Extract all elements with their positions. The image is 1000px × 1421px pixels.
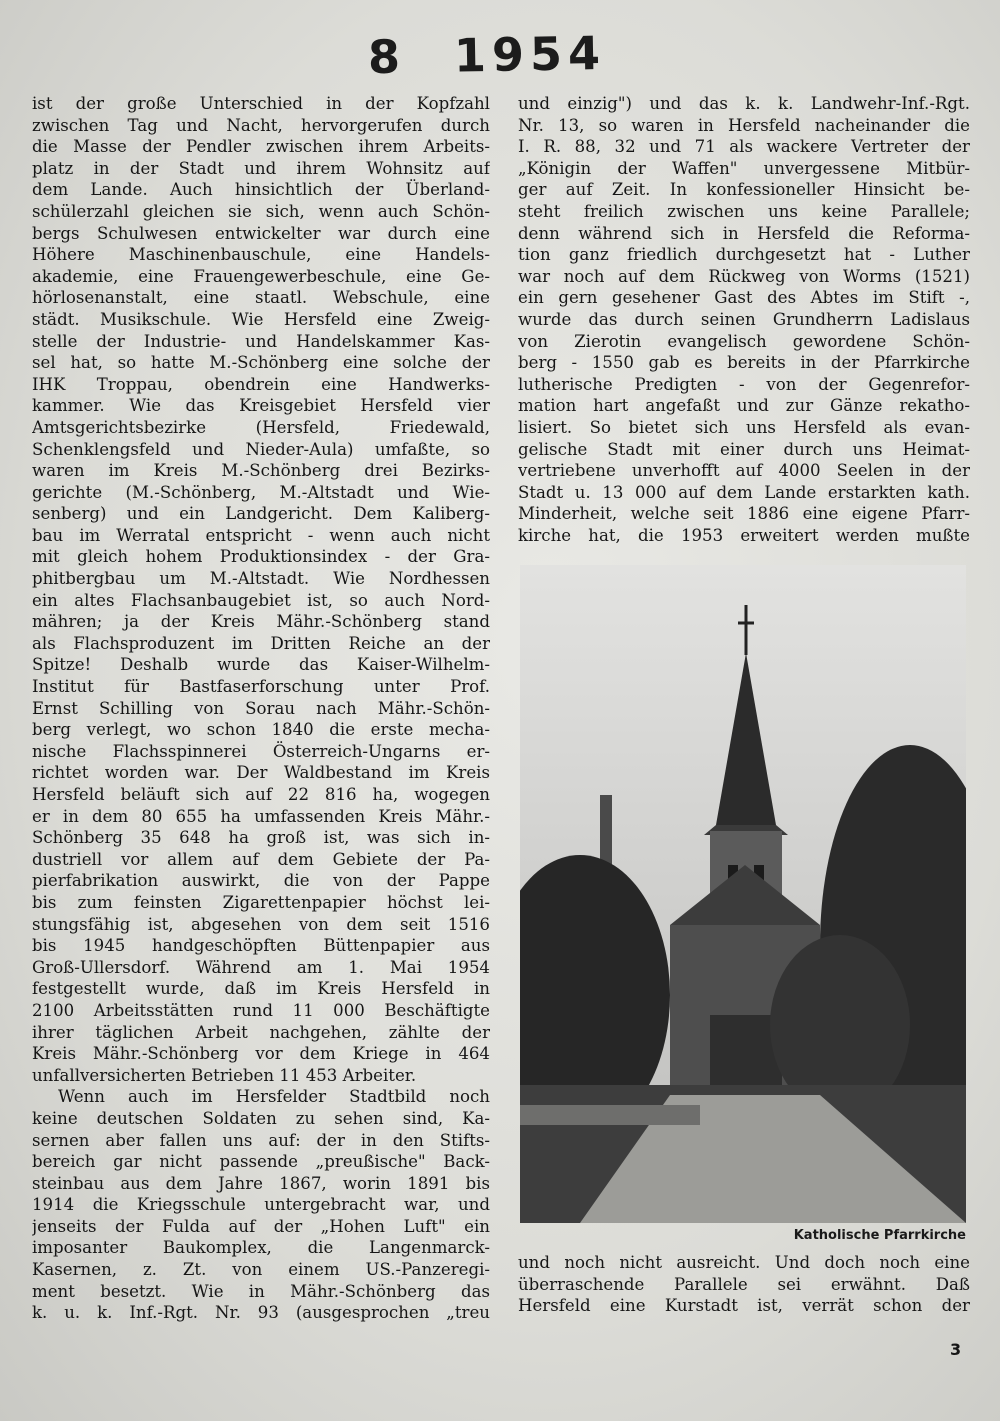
text-line: akademie, eine Frauengewerbeschule, eine Ge-: [32, 266, 490, 286]
text-line: stelle der Industrie- und Handelskammer Kas-: [32, 331, 490, 351]
text-line: Schönberg 35 648 ha groß ist, was sich in-: [32, 828, 490, 848]
text-line: und noch nicht ausreicht. Und doch noch eine: [518, 1253, 970, 1272]
text-line: gerichte (M.-Schönberg, M.-Altstadt und Wie-: [32, 482, 490, 502]
text-line: gelische Stadt mit einer durch uns Heimat-: [518, 439, 970, 459]
text-line: Wenn auch im Hersfelder Stadtbild noch: [58, 1087, 490, 1107]
left-column: [32, 93, 490, 1324]
text-line: Amtsgerichtsbezirke (Hersfeld, Friedewald,: [32, 417, 490, 437]
text-line: ment besetzt. Wie in Mähr.-Schönberg das: [32, 1281, 490, 1301]
text-line: Nr. 13, so waren in Hersfeld nacheinander die: [518, 115, 970, 135]
text-line: bereich gar nicht passende „preußische" Back-: [32, 1152, 490, 1172]
issue-number: 8: [367, 29, 407, 85]
text-line: von Zierotin evangelisch gewordene Schön-: [518, 331, 970, 351]
text-line: bergs Schulwesen entwickelter war durch eine: [32, 223, 490, 243]
text-line: phitbergbau um M.-Altstadt. Wie Nordhessen: [32, 569, 490, 589]
text-line: mation hart angefaßt und zur Gänze rekatho-: [518, 396, 970, 416]
text-line: dustriell vor allem auf dem Gebiete der Pa-: [32, 849, 490, 869]
text-line: kammer. Wie das Kreisgebiet Hersfeld vier: [32, 396, 490, 416]
text-line: Hersfeld beläuft sich auf 22 816 ha, wogegen: [32, 785, 490, 804]
text-line: steht freilich zwischen uns keine Parallele;: [518, 201, 970, 221]
text-line: bau im Werratal entspricht - wenn auch nicht: [32, 525, 490, 545]
text-line: Groß-Ullersdorf. Während am 1. Mai 1954: [32, 957, 490, 977]
text-line: bis 1945 handgeschöpften Büttenpapier aus: [32, 936, 490, 956]
text-line: richtet worden war. Der Waldbestand im Kreis: [32, 763, 490, 783]
issue-year: 1954: [453, 25, 607, 83]
text-line: mit gleich hohem Produktionsindex - der Gra-: [32, 547, 490, 567]
text-line: dem Lande. Auch hinsichtlich der Überland-: [32, 180, 490, 200]
text-line: keine deutschen Soldaten zu sehen sind, Ka-: [32, 1108, 490, 1128]
text-line: pierfabrikation auswirkt, die von der Pappe: [32, 871, 490, 891]
text-line: Ernst Schilling von Sorau nach Mähr.-Schön-: [32, 698, 490, 718]
text-line: waren im Kreis M.-Schönberg drei Bezirks-: [32, 461, 490, 481]
text-line: zwischen Tag und Nacht, hervorgerufen durch: [32, 115, 490, 135]
text-line: städt. Musikschule. Wie Hersfeld eine Zweig-: [32, 309, 490, 329]
text-line: IHK Troppau, obendrein eine Handwerks-: [32, 374, 490, 394]
text-line: Minderheit, welche seit 1886 eine eigene Pfarr-: [518, 504, 970, 524]
text-line: bis zum feinsten Zigarettenpapier höchst lei-: [32, 892, 490, 912]
text-line: Institut für Bastfaserforschung unter Prof.: [32, 677, 490, 697]
text-line: die Masse der Pendler zwischen ihrem Arbeits-: [32, 137, 490, 157]
text-line: denn während sich in Hersfeld die Reforma-: [518, 223, 970, 243]
text-line: I. R. 88, 32 und 71 als wackere Vertreter der: [518, 137, 970, 157]
text-line: ihrer täglichen Arbeit nachgehen, zählte der: [32, 1022, 490, 1042]
text-line: Höhere Maschinenbauschule, eine Handels-: [32, 245, 490, 265]
text-line: Stadt u. 13 000 auf dem Lande erstarkten kath.: [518, 482, 970, 502]
text-line: Schenklengsfeld und Nieder-Aula) umfaßte, so: [32, 439, 490, 459]
text-line: als Flachsproduzent im Dritten Reiche an der: [32, 633, 490, 653]
church-photo: [520, 565, 966, 1223]
text-line: platz in der Stadt und ihrem Wohnsitz auf: [32, 158, 490, 178]
right-column-bottom: [518, 1252, 970, 1317]
text-line: überraschende Parallele sei erwähnt. Daß: [518, 1274, 970, 1294]
text-line: „Königin der Waffen" unvergessene Mitbür-: [518, 158, 970, 178]
text-line: Spitze! Deshalb wurde das Kaiser-Wilhelm-: [32, 655, 490, 675]
text-line: jenseits der Fulda auf der „Hohen Luft" ein: [32, 1216, 490, 1236]
text-line: Hersfeld eine Kurstadt ist, verrät schon der: [518, 1296, 970, 1316]
text-line: senberg) und ein Landgericht. Dem Kaliberg-: [32, 504, 490, 524]
text-line: berg - 1550 gab es bereits in der Pfarrkirche: [518, 353, 970, 373]
text-line: ist der große Unterschied in der Kopfzahl: [32, 94, 490, 113]
text-line: und einzig") und das k. k. Landwehr-Inf.-Rgt.: [518, 94, 970, 113]
text-line: sernen aber fallen uns auf: der in den Stifts-: [32, 1130, 490, 1150]
text-line: er in dem 80 655 ha umfassenden Kreis Mähr.-: [32, 806, 490, 826]
text-line: stungsfähig ist, abgesehen von dem seit 1516: [32, 914, 490, 934]
text-line: hörlosenanstalt, eine staatl. Webschule, eine: [32, 288, 490, 308]
page-number: 3: [950, 1340, 962, 1359]
text-line: 2100 Arbeitsstätten rund 11 000 Beschäftigte: [32, 1000, 490, 1020]
text-line: mähren; ja der Kreis Mähr.-Schönberg stand: [32, 612, 490, 632]
photo-caption: Katholische Pfarrkirche: [793, 1228, 966, 1243]
text-line: Kreis Mähr.-Schönberg vor dem Kriege in 464: [32, 1044, 490, 1064]
text-line: vertriebene unverhofft auf 4000 Seelen in der: [518, 461, 970, 481]
text-line: lisiert. So bietet sich uns Hersfeld als evan-: [518, 417, 970, 437]
text-line: wurde das durch seinen Grundherrn Ladislaus: [518, 309, 970, 329]
text-line: unfallversicherten Betrieben 11 453 Arbeiter.: [32, 1065, 417, 1085]
text-line: ger auf Zeit. In konfessioneller Hinsicht be-: [518, 180, 970, 200]
text-line: festgestellt wurde, daß im Kreis Hersfeld in: [32, 979, 490, 999]
text-line: ein gern gesehener Gast des Abtes im Stift -,: [518, 288, 970, 308]
text-line: ein altes Flachsanbaugebiet ist, so auch Nord-: [32, 590, 490, 610]
text-line: war noch auf dem Rückweg von Worms (1521): [518, 266, 970, 286]
right-column-top: [518, 93, 970, 546]
text-line: berg verlegt, wo schon 1840 die erste mecha-: [32, 720, 490, 740]
text-line: schülerzahl gleichen sie sich, wenn auch Schön-: [32, 201, 490, 221]
text-line: steinbau aus dem Jahre 1867, worin 1891 bis: [32, 1173, 490, 1193]
text-line: 1914 die Kriegsschule untergebracht war, und: [32, 1195, 490, 1215]
text-line: Kasernen, z. Zt. von einem US.-Panzeregi-: [32, 1260, 490, 1280]
text-line: nische Flachsspinnerei Österreich-Ungarns er-: [32, 741, 490, 761]
text-line: k. u. k. Inf.-Rgt. Nr. 93 (ausgesprochen „treu: [32, 1303, 490, 1323]
text-line: tion ganz friedlich durchgesetzt hat - Luther: [518, 245, 970, 265]
text-line: lutherische Predigten - von der Gegenrefor-: [518, 374, 970, 394]
issue-stamp: [368, 26, 609, 86]
text-line: sel hat, so hatte M.-Schönberg eine solche der: [32, 353, 490, 373]
text-line: imposanter Baukomplex, die Langenmarck-: [32, 1238, 490, 1258]
text-line: kirche hat, die 1953 erweitert werden mußte: [518, 525, 970, 545]
